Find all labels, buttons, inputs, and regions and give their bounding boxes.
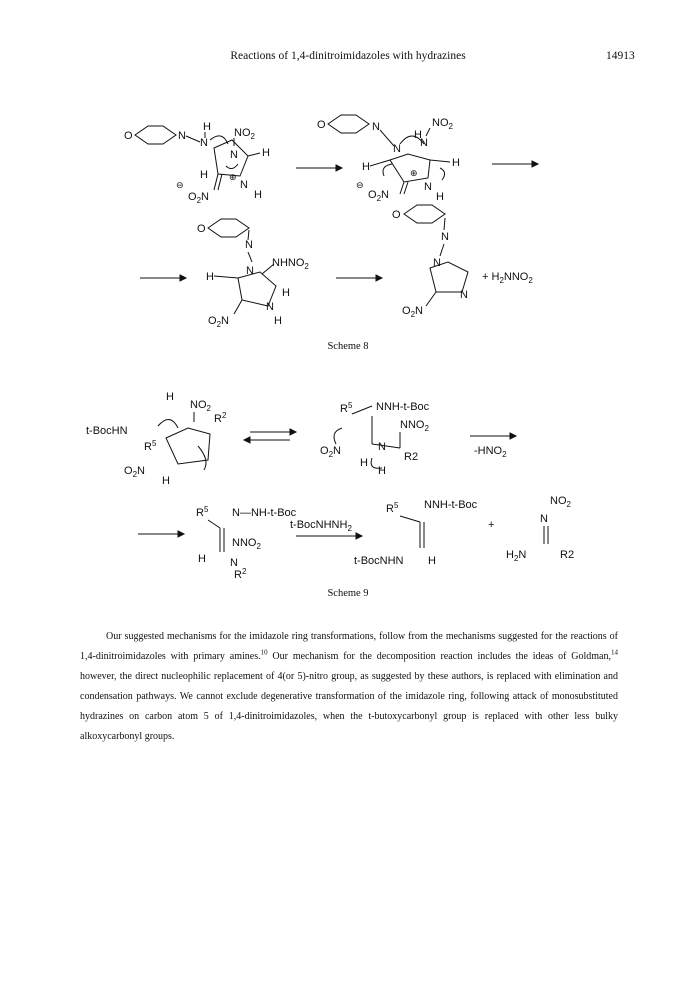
atom-label-h: H <box>282 287 290 299</box>
atom-label-n: N <box>230 557 238 569</box>
nitro-label: $NO_2$ <box>190 399 211 413</box>
atom-label-h: H <box>362 161 370 173</box>
r2-label: R2 <box>560 549 575 561</box>
scheme-8-figure <box>0 100 696 330</box>
atom-label-h: H <box>414 129 422 141</box>
atom-label-h: H <box>428 555 436 567</box>
atom-label-h: H <box>162 475 170 487</box>
scheme9-structure-a <box>86 391 227 487</box>
r5-label: $R^5$ <box>340 401 353 415</box>
atom-label-h: H <box>254 189 262 201</box>
plus-charge: ⊕ <box>410 168 418 178</box>
atom-label-h: H <box>203 121 211 133</box>
nitro-o2n: $O_2N$ <box>208 315 229 329</box>
atom-label-o: O <box>124 130 133 142</box>
r2-label: R2 <box>404 451 419 463</box>
scheme9-structure-c <box>196 505 297 581</box>
nitro-o2n: $O_2N$ <box>124 465 145 479</box>
scheme9-structure-e <box>506 495 574 563</box>
atom-label-n: N <box>424 181 432 193</box>
nhno2-label: $NHNO_2$ <box>272 257 309 271</box>
atom-label-h: H <box>166 391 174 403</box>
atom-label-h: H <box>206 271 214 283</box>
r5-label: $R^5$ <box>386 501 399 515</box>
r2-label: $R^2$ <box>214 411 227 425</box>
scheme-8-caption: Scheme 8 <box>327 341 369 352</box>
atom-label-h: H <box>262 147 270 159</box>
nitro-label: $NO_2$ <box>234 127 255 141</box>
atom-label-n: N <box>240 179 248 191</box>
atom-label-n: N <box>433 257 441 269</box>
scheme9-structure-d <box>354 499 478 567</box>
nh-tboc-label: N—NH-t-Boc <box>232 507 297 519</box>
r5-label: $R^5$ <box>196 505 209 519</box>
scheme8-structure-2 <box>317 115 460 203</box>
product-plus-h2nno2: + $H_2NNO_2$ <box>482 271 533 285</box>
nitro-o2n: $O_2N$ <box>188 191 209 205</box>
nitro-o2n: $O_2N$ <box>402 305 423 319</box>
atom-label-h: H <box>360 457 368 469</box>
reference-10: 10 <box>260 648 268 657</box>
nnh-tboc-label: NNH-t-Boc <box>376 401 430 413</box>
atom-label-h: H <box>274 315 282 327</box>
plus-sign: + <box>488 519 495 531</box>
atom-label-h: H <box>452 157 460 169</box>
nno2-label: $NNO_2$ <box>232 537 261 551</box>
scheme8-structure-3 <box>197 219 309 329</box>
minus-charge: ⊖ <box>356 180 364 190</box>
nitro-label: $NO_2$ <box>550 495 571 509</box>
atom-label-n: N <box>420 137 428 149</box>
atom-label-h: H <box>436 191 444 203</box>
reference-14: 14 <box>611 648 618 657</box>
atom-label-h: H <box>200 169 208 181</box>
atom-label-o: O <box>197 223 206 235</box>
body-text-part-1: Our suggested mechanisms for the imidazole ring transformations, follow from the mechanisms suggested for the reactions of 1,4-dinitroimidazoles with primary amines. <box>80 631 618 662</box>
atom-label-o: O <box>317 119 326 131</box>
running-header-title: Reactions of 1,4-dinitroimidazoles with hydrazines <box>230 50 466 62</box>
r2-label: $R^2$ <box>234 567 247 581</box>
nno2-label: $NNO_2$ <box>400 419 429 433</box>
scheme-9-caption: Scheme 9 <box>327 588 369 599</box>
nnh-tboc-label: NNH-t-Boc <box>424 499 478 511</box>
atom-label-n: N <box>378 441 386 453</box>
tbochn-label: t-BocHN <box>86 425 128 437</box>
scheme9-structure-b <box>320 401 430 477</box>
atom-label-n: N <box>178 130 186 142</box>
body-paragraph <box>80 627 618 747</box>
minus-charge: ⊖ <box>176 180 184 190</box>
atom-label-h: H <box>198 553 206 565</box>
atom-label-n: N <box>200 137 208 149</box>
tbocnhnh2-label: t-BocNHNH$_2$ <box>290 519 352 533</box>
scheme8-structure-1 <box>124 121 270 205</box>
body-text-part-2: Our mechanism for the decomposition reaction includes the ideas of Goldman, <box>267 651 611 662</box>
atom-label-n: N <box>372 121 380 133</box>
page-number: 14913 <box>606 50 635 62</box>
atom-label-n: N <box>266 301 274 313</box>
body-text-part-3: however, the direct nucleophilic replacement of 4(or 5)-nitro group, as suggested by these authors, is replaced with elimination and condensation pathways. We cannot exclude degenerative transformation of the imidazole ring, following attack of monosubstituted hydrazines on carbon atom 5 of 1,4-dinitroimidazoles, when the t-butoxycarbonyl group is replaced with other less bulky alkoxycarbonyl groups. <box>80 671 618 742</box>
atom-label-n: N <box>245 239 253 251</box>
atom-label-n: N <box>441 231 449 243</box>
scheme8-structure-4 <box>392 205 533 319</box>
nitro-label: $NO_2$ <box>432 117 453 131</box>
atom-label-n: N <box>393 143 401 155</box>
h2n-label: $H_2N$ <box>506 549 527 563</box>
minus-hno2-label: $-HNO_2$ <box>474 445 507 459</box>
plus-charge: ⊕ <box>229 172 237 182</box>
atom-label-h: H <box>378 465 386 477</box>
atom-label-n: N <box>246 265 254 277</box>
atom-label-n: N <box>230 149 238 161</box>
tbocnhn-label: t-BocNHN <box>354 555 404 567</box>
atom-label-n: N <box>540 513 548 525</box>
scheme-9-figure <box>0 388 696 598</box>
r5-label: $R^5$ <box>144 439 157 453</box>
nitro-o2n: $O_2N$ <box>368 189 389 203</box>
atom-label-n: N <box>460 289 468 301</box>
nitro-o2n: $O_2N$ <box>320 445 341 459</box>
atom-label-o: O <box>392 209 401 221</box>
